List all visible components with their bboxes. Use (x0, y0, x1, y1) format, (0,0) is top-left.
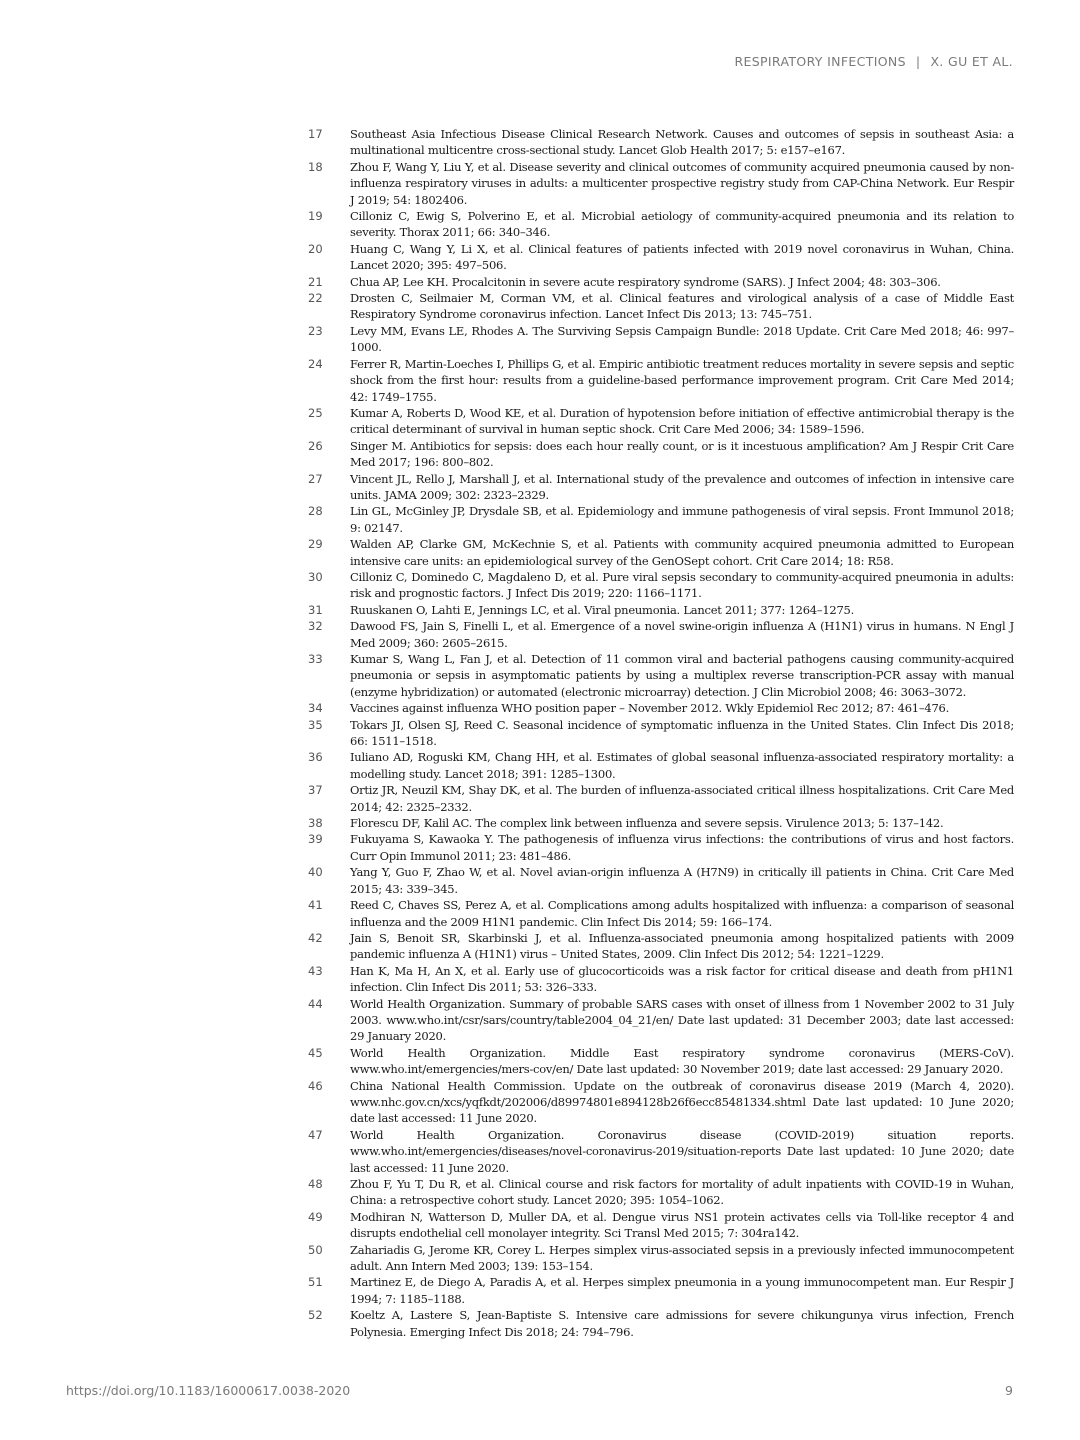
reference-number: 28 (308, 504, 323, 519)
reference-text: Cilloniz C, Dominedo C, Magdaleno D, et al. Pure viral sepsis secondary to community-acquired pneumonia in adults: risk and prognostic factors. J Infect Dis 2019; 220: 1166–1171. (350, 569, 1014, 601)
journal-section: RESPIRATORY INFECTIONS (734, 54, 906, 69)
reference-item (308, 602, 1014, 618)
reference-item (308, 438, 1014, 471)
reference-text: Kumar A, Roberts D, Wood KE, et al. Duration of hypotension before initiation of effective antimicrobial therapy is the critical determinant of survival in human septic shock. Crit Care Med 2006; 34: 1589–1596. (350, 405, 1014, 437)
reference-text: Ortiz JR, Neuzil KM, Shay DK, et al. The burden of influenza-associated critical illness hospitalizations. Crit Care Med 2014; 42: 2325–2332. (350, 783, 1014, 814)
reference-number: 41 (308, 898, 323, 913)
reference-item (308, 274, 1014, 290)
reference-text: Zhou F, Wang Y, Liu Y, et al. Disease severity and clinical outcomes of community acquired pneumonia caused by non-influenza respiratory viruses in adults: a multicenter prospective registry study from CAP-China Network. Eur Respir J 2019; 54: 1802406. (350, 159, 1014, 207)
reference-text: Levy MM, Evans LE, Rhodes A. The Surviving Sepsis Campaign Bundle: 2018 Update. Crit Care Med 2018; 46: 997–1000. (350, 323, 1014, 355)
reference-number: 52 (308, 1308, 323, 1323)
header-authors: X. GU ET AL. (930, 54, 1013, 69)
reference-item (308, 1127, 1014, 1176)
reference-item (308, 356, 1014, 405)
reference-item (308, 536, 1014, 569)
reference-number: 49 (308, 1209, 323, 1224)
reference-text: Cilloniz C, Ewig S, Polverino E, et al. Microbial aetiology of community-acquired pneumonia and its relation to severity. Thorax 2011; 66: 340–346. (350, 209, 1014, 240)
reference-number: 21 (308, 274, 323, 289)
reference-number: 40 (308, 865, 323, 880)
reference-text: China National Health Commission. Update on the outbreak of coronavirus disease 2019 (March 4, 2020). www.nhc.gov.cn/xcs/yqfkdt/202006/d89974801e894128b26f6ecc85481334.shtml Date last updated: 10 June 2020; date last accessed: 11 June 2020. (350, 1078, 1014, 1126)
reference-number: 29 (308, 537, 323, 552)
reference-number: 44 (308, 996, 323, 1011)
reference-number: 42 (308, 930, 323, 945)
reference-text: Martinez E, de Diego A, Paradis A, et al. Herpes simplex pneumonia in a young immunocompetent man. Eur Respir J 1994; 7: 1185–1188. (350, 1275, 1014, 1306)
reference-number: 24 (308, 356, 323, 371)
reference-number: 25 (308, 405, 323, 420)
reference-item (308, 1078, 1014, 1127)
reference-text: World Health Organization. Middle East respiratory syndrome coronavirus (MERS-CoV). www.who.int/emergencies/mers-cov/en/ Date last updated: 30 November 2019; date last accessed: 29 January 2020. (350, 1045, 1014, 1077)
reference-item (308, 1045, 1014, 1078)
reference-number: 51 (308, 1275, 323, 1290)
reference-text: Yang Y, Guo F, Zhao W, et al. Novel avian-origin influenza A (H7N9) in critically ill patients in China. Crit Care Med 2015; 43: 339–345. (350, 865, 1014, 896)
reference-number: 36 (308, 750, 323, 765)
reference-number: 33 (308, 652, 323, 666)
reference-item (308, 930, 1014, 963)
page-number: 9 (1005, 1383, 1013, 1398)
reference-text: Huang C, Wang Y, Li X, et al. Clinical features of patients infected with 2019 novel coronavirus in Wuhan, China. Lancet 2020; 395: 497–506. (350, 241, 1014, 273)
reference-text: Lin GL, McGinley JP, Drysdale SB, et al. Epidemiology and immune pathogenesis of viral sepsis. Front Immunol 2018; 9: 02147. (350, 504, 1014, 535)
reference-number: 31 (308, 602, 323, 617)
reference-item (308, 996, 1014, 1045)
reference-text: Han K, Ma H, An X, et al. Early use of glucocorticoids was a risk factor for critical disease and death from pH1N1 infection. Clin Infect Dis 2011; 53: 326–333. (350, 963, 1014, 995)
reference-text: Fukuyama S, Kawaoka Y. The pathogenesis of influenza virus infections: the contributions of virus and host factors. Curr Opin Immunol 2011; 23: 481–486. (350, 832, 1014, 863)
reference-number: 32 (308, 619, 323, 634)
reference-item (308, 963, 1014, 996)
reference-item (308, 208, 1014, 241)
reference-text: Modhiran N, Watterson D, Muller DA, et al. Dengue virus NS1 protein activates cells via Toll-like receptor 4 and disrupts endothelial cell monolayer integrity. Sci Transl Med 2015; 7: 304ra142. (350, 1209, 1014, 1241)
running-header (734, 54, 1013, 69)
reference-number: 18 (308, 159, 323, 174)
reference-number: 37 (308, 783, 323, 798)
reference-text: Ferrer R, Martin-Loeches I, Phillips G, et al. Empiric antibiotic treatment reduces mortality in severe sepsis and septic shock from the first hour: results from a guideline-based performance improvement program. Crit Care Med 2014; 42: 1749–1755. (350, 356, 1014, 404)
reference-item (308, 569, 1014, 602)
reference-text: Drosten C, Seilmaier M, Corman VM, et al. Clinical features and virological analysis of a case of Middle East Respiratory Syndrome coronavirus infection. Lancet Infect Dis 2013; 13: 745–751. (350, 291, 1014, 322)
reference-number: 48 (308, 1177, 323, 1191)
reference-text: Zahariadis G, Jerome KR, Corey L. Herpes simplex virus-associated sepsis in a previously infected immunocompetent adult. Ann Intern Med 2003; 139: 153–154. (350, 1242, 1014, 1274)
reference-item (308, 1274, 1014, 1307)
reference-text: World Health Organization. Coronavirus disease (COVID-2019) situation reports. www.who.int/emergencies/diseases/novel-coronavirus-2019/situation-reports Date last updated: 10 June 2020; date last accessed: 11 June 2020. (350, 1127, 1014, 1175)
reference-item (308, 749, 1014, 782)
reference-text: Dawood FS, Jain S, Finelli L, et al. Emergence of a novel swine-origin influenza A (H1N1) virus in humans. N Engl J Med 2009; 360: 2605–2615. (350, 619, 1014, 650)
reference-item (308, 700, 1014, 716)
reference-item (308, 717, 1014, 750)
reference-item (308, 831, 1014, 864)
reference-number: 45 (308, 1045, 323, 1060)
reference-number: 22 (308, 291, 323, 306)
reference-item (308, 126, 1014, 159)
reference-item (308, 864, 1014, 897)
reference-text: Vaccines against influenza WHO position paper – November 2012. Wkly Epidemiol Rec 2012; 87: 461–476. (350, 701, 949, 716)
reference-text: Walden AP, Clarke GM, McKechnie S, et al. Patients with community acquired pneumonia admitted to European intensive care units: an epidemiological survey of the GenOSept cohort. Crit Care 2014; 18: R58. (350, 537, 1014, 568)
reference-item (308, 503, 1014, 536)
reference-number: 39 (308, 832, 323, 847)
reference-text: Southeast Asia Infectious Disease Clinical Research Network. Causes and outcomes of sepsis in southeast Asia: a multinational multicentre cross-sectional study. Lancet Glob Health 2017; 5: e157–e167. (350, 127, 1014, 158)
reference-number: 35 (308, 717, 323, 732)
reference-item (308, 323, 1014, 356)
reference-number: 20 (308, 241, 323, 256)
reference-text: Florescu DF, Kalil AC. The complex link between influenza and severe sepsis. Virulence 2013; 5: 137–142. (350, 816, 944, 831)
reference-number: 23 (308, 323, 323, 338)
reference-text: Jain S, Benoit SR, Skarbinski J, et al. Influenza-associated pneumonia among hospitalized patients with 2009 pandemic influenza A (H1N1) virus – United States, 2009. Clin Infect Dis 2012; 54: 1221–1229. (350, 930, 1014, 962)
reference-text: Kumar S, Wang L, Fan J, et al. Detection of 11 common viral and bacterial pathogens causing community-acquired pneumonia or sepsis in asymptomatic patients by using a multiplex reverse transcription-PCR assay with manual (enzyme hybridization) or automated (electronic microarray) detection. J Clin Microbiol 2008; 46: 3063–3072. (350, 652, 1014, 699)
reference-item (308, 897, 1014, 930)
reference-item (308, 815, 1014, 831)
reference-item (308, 651, 1014, 700)
reference-item (308, 782, 1014, 815)
reference-item (308, 405, 1014, 438)
reference-number: 43 (308, 963, 323, 978)
reference-number: 17 (308, 127, 323, 141)
doi-link[interactable]: https://doi.org/10.1183/16000617.0038-2020 (66, 1383, 351, 1398)
reference-item (308, 471, 1014, 504)
reference-number: 27 (308, 471, 323, 486)
reference-item (308, 618, 1014, 651)
reference-number: 46 (308, 1078, 323, 1093)
reference-text: Tokars JI, Olsen SJ, Reed C. Seasonal incidence of symptomatic influenza in the United States. Clin Infect Dis 2018; 66: 1511–1518. (350, 717, 1014, 749)
reference-text: World Health Organization. Summary of probable SARS cases with onset of illness from 1 November 2002 to 31 July 2003. www.who.int/csr/sars/country/table2004_04_21/en/ Date last updated: 31 December 2003; date last accessed: 29 January 2020. (350, 996, 1014, 1044)
reference-item (308, 1242, 1014, 1275)
reference-text: Vincent JL, Rello J, Marshall J, et al. International study of the prevalence and outcomes of infection in intensive care units. JAMA 2009; 302: 2323–2329. (350, 471, 1014, 502)
reference-text: Singer M. Antibiotics for sepsis: does each hour really count, or is it incestuous amplification? Am J Respir Crit Care Med 2017; 196: 800–802. (350, 438, 1014, 470)
reference-text: Reed C, Chaves SS, Perez A, et al. Complications among adults hospitalized with influenza: a comparison of seasonal influenza and the 2009 H1N1 pandemic. Clin Infect Dis 2014; 59: 166–174. (350, 898, 1014, 929)
reference-text: Ruuskanen O, Lahti E, Jennings LC, et al. Viral pneumonia. Lancet 2011; 377: 1264–1275. (350, 602, 855, 617)
reference-item (308, 241, 1014, 274)
reference-item (308, 1209, 1014, 1242)
reference-number: 50 (308, 1242, 323, 1257)
reference-item (308, 1307, 1014, 1340)
reference-number: 38 (308, 816, 323, 831)
reference-list (308, 126, 1014, 1340)
header-separator: | (915, 54, 921, 69)
reference-item (308, 1176, 1014, 1209)
reference-number: 26 (308, 438, 323, 453)
reference-text: Chua AP, Lee KH. Procalcitonin in severe acute respiratory syndrome (SARS). J Infect 2004; 48: 303–306. (350, 274, 941, 289)
reference-number: 34 (308, 701, 323, 716)
reference-item (308, 290, 1014, 323)
reference-text: Koeltz A, Lastere S, Jean-Baptiste S. Intensive care admissions for severe chikungunya virus infection, French Polynesia. Emerging Infect Dis 2018; 24: 794–796. (350, 1308, 1014, 1339)
reference-number: 47 (308, 1127, 323, 1142)
reference-text: Zhou F, Yu T, Du R, et al. Clinical course and risk factors for mortality of adult inpatients with COVID-19 in Wuhan, China: a retrospective cohort study. Lancet 2020; 395: 1054–1062. (350, 1177, 1014, 1208)
reference-number: 30 (308, 569, 323, 584)
reference-number: 19 (308, 209, 323, 224)
reference-item (308, 159, 1014, 208)
reference-text: Iuliano AD, Roguski KM, Chang HH, et al. Estimates of global seasonal influenza-associated respiratory mortality: a modelling study. Lancet 2018; 391: 1285–1300. (350, 750, 1014, 781)
